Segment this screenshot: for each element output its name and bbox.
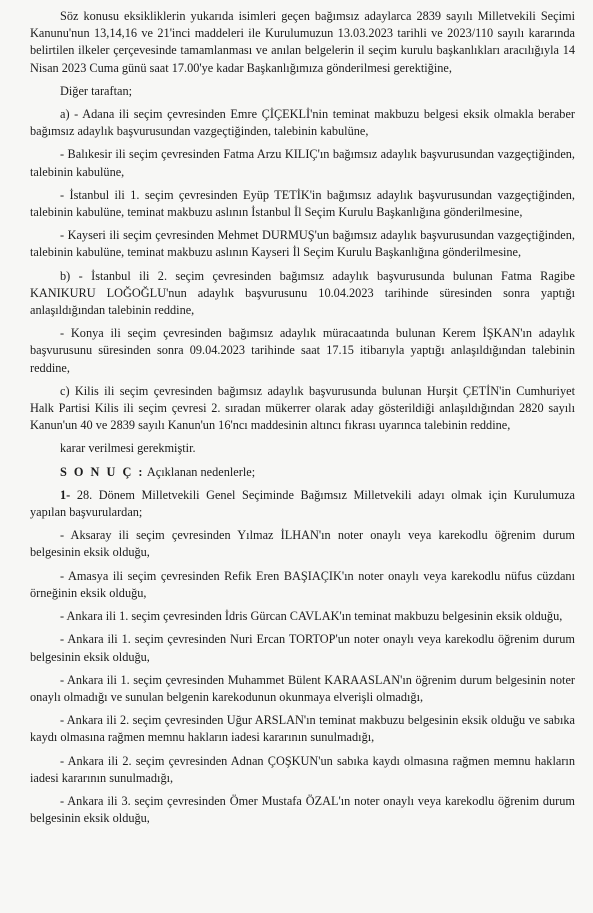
paragraph-c: c) Kilis ili seçim çevresinden bağımsız adaylık başvurusunda bulunan Hurşit ÇETİN'in Cumhuriyet Halk Partisi Kilis ili seçim çevresi 2. sıradan mükerrer olarak aday gösterildiği anlaşıldığından 2820 sayılı Kanun'un 40 ve 2839 sayılı Kanun'un 16'ncı maddesinin altıncı fıkrası uyarınca talebinin reddine, [30,383,575,433]
paragraph-a: a) - Adana ili seçim çevresinden Emre ÇİÇEKLİ'nin teminat makbuzu belgesi eksik olmakla beraber bağımsız adaylık başvurusundan vazgeçtiğinden, talebinin kabulüne, [30,107,575,139]
list-item: - Ankara ili 1. seçim çevresinden Muhammet Bülent KARAASLAN'ın öğrenim durum belgesinin noter onaylı olmadığı ve sunulan belgenin karekodunun okunmaya elverişli olmadığı, [30,672,575,704]
item-1 [30,487,575,521]
paragraph-konya: - Konya ili seçim çevresinden bağımsız adaylık müracaatında bulunan Kerem İŞKAN'ın adaylık başvurusunu süresinden sonra 09.04.2023 tarihinde saat 17.15 itibarıyla yaptığı anlaşıldığından talebinin reddine, [30,326,575,375]
paragraph-diger: Diğer taraftan; [60,83,133,98]
paragraph-kayseri: - Kayseri ili seçim çevresinden Mehmet DURMUŞ'un bağımsız adaylık başvurusundan vazgeçtiğinden, talebinin kabulüne, teminat makbuzu aslının Kayseri İl Seçim Kurulu Başkanlığına gönderilmesine, [30,228,575,260]
list-item: - Ankara ili 3. seçim çevresinden Ömer Mustafa ÖZAL'ın noter onaylı veya karekodlu öğrenim durum belgesinin eksik olduğu, [30,793,575,826]
item-1-text: 28. Dönem Milletvekili Genel Seçiminde Bağımsız Milletvekili adayı olmak için Kurulumuza yapılan başvurulardan; [30,487,575,520]
sonuc-heading [30,464,575,481]
sonuc-text: Açıklanan nedenlerle; [146,464,256,479]
paragraph-intro: Söz konusu eksikliklerin yukarıda isimleri geçen bağımsız adaylarca 2839 sayılı Milletvekili Seçimi Kanunu'nun 13,14,16 ve 21'inci maddeleri ile Kurulumuzun 13.03.2023 tarihli ve 2023/110 sayılı kararında belirtilen ilkeler çerçevesinde tamamlanması ve anılan belgelerin il seçim kurulu başkanlıkları aracılığıyla 14 Nisan 2023 Cuma günü saat 17.00'ye kadar Başkanlığımıza gönderilmesi gerektiğine, [30,9,575,75]
list-item: - Ankara ili 1. seçim çevresinden İdris Gürcan CAVLAK'ın teminat makbuzu belgesinin eksik olduğu, [60,609,563,624]
paragraph-b: b) - İstanbul ili 2. seçim çevresinden bağımsız adaylık başvurusunda bulunan Fatma Ragibe KANIKURU LOĞOĞLU'nun adaylık başvurusunu 10.04.2023 tarihinde süresinden sonra yaptığı anlaşıldığından talebinin reddine, [30,268,575,318]
list-item: - Ankara ili 2. seçim çevresinden Uğur ARSLAN'ın teminat makbuzu belgesinin eksik olduğu ve sabıka kaydı olmasına rağmen memnu hakların iadesi kararının sunulmadığı, [30,713,575,745]
paragraph-balikesir: - Balıkesir ili seçim çevresinden Fatma Arzu KILIÇ'ın bağımsız adaylık başvurusundan vazgeçtiğinden, talebinin kabulüne, [30,147,575,179]
list-item: - Amasya ili seçim çevresinden Refik Eren BAŞIAÇIK'ın noter onaylı veya karekodlu nüfus cüzdanı örneğinin eksik olduğu, [30,568,575,600]
list-item: - Ankara ili 2. seçim çevresinden Adnan ÇOŞKUN'un sabıka kaydı olmasına rağmen memnu hakların iadesi kararının sunulmadığı, [30,753,575,785]
list-item: - Aksaray ili seçim çevresinden Yılmaz İLHAN'ın noter onaylı veya karekodlu öğrenim durum belgesinin eksik olduğu, [30,528,575,560]
paragraph-istanbul1: - İstanbul ili 1. seçim çevresinden Eyüp TETİK'in bağımsız adaylık başvurusundan vazgeçtiğinden, talebinin kabulüne, teminat makbuzu aslının İstanbul İl Seçim Kurulu Başkanlığına gönderilmesine, [30,187,575,220]
paragraph-karar: karar verilmesi gerekmiştir. [60,441,196,456]
list-item: - Ankara ili 1. seçim çevresinden Nuri Ercan TORTOP'un noter onaylı veya karekodlu öğrenim durum belgesinin eksik olduğu, [30,632,575,664]
item-1-number: 1- [60,487,71,502]
sonuc-label: S O N U Ç : [60,464,145,479]
